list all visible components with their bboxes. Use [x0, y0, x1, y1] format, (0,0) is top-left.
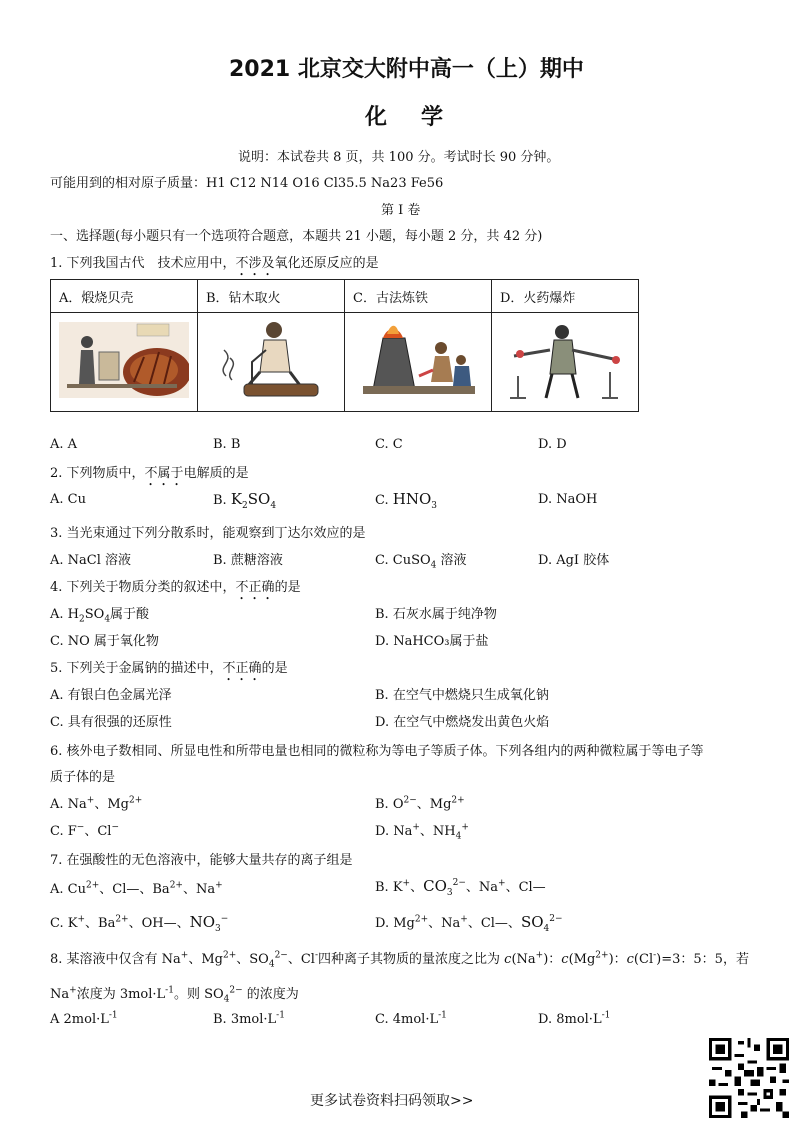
question-1-stem: 1. 下列我国古代 技术应用中，不涉及氧化还原反应的是 [50, 256, 379, 271]
q7-option-d: D. $Mg^{2+}$、Na+、Cl—、$SO_4^{2-}$ [375, 913, 563, 934]
q5-option-d: D. 在空气中燃烧发出黄色火焰 [375, 715, 550, 730]
subject-title: 化学 [365, 105, 478, 130]
q6-option-c: C. F−、Cl− [50, 822, 119, 839]
q7-option-c: C. K+、$Ba^{2+}$、OH—、$NO_3^-$ [50, 913, 229, 934]
question-8-stem-line1: 8. 某溶液中仅含有 Na+、$Mg^{2+}$、$SO_4^{2-}$、Cl-四种离子其物质的量浓度之比为 c(Na+)：$c(Mg^{2+})$：c(Cl-)=3：5：5，若 [50, 950, 749, 970]
q2-option-c: C. $HNO_3$ [375, 490, 438, 511]
q8-option-a: A $2mol\cdot L^{-1}$ [50, 1010, 118, 1027]
firework-illustration [492, 313, 639, 412]
q4-option-d: D. NaHCO₃属于盐 [375, 634, 489, 649]
question-1-table [50, 279, 639, 412]
q5-option-c: C. 具有很强的还原性 [50, 715, 172, 730]
table-cell-b: B．钻木取火 [198, 280, 345, 313]
question-5-stem: 5. 下列关于金属钠的描述中，不正确的是 [50, 661, 288, 676]
q4-option-b: B. 石灰水属于纯净物 [375, 607, 497, 622]
q3-option-a: A. NaCl 溶液 [50, 553, 132, 568]
footer-promo[interactable]: 更多试卷资料扫码领取>> [310, 1093, 474, 1109]
q1-option-b: B. B [213, 437, 241, 452]
section-heading: 一、选择题(每小题只有一个选项符合题意，本题共 21 小题，每小题 2 分，共 42 分) [50, 229, 543, 244]
exam-title: 2021 北京交大附中高一（上）期中 [229, 57, 584, 82]
q4-option-c: C. NO 属于氧化物 [50, 634, 159, 649]
q7-option-a: A. $Cu^{2+}$、Cl—、$Ba^{2+}$、Na+ [50, 880, 223, 897]
question-3-stem: 3. 当光束通过下列分散系时，能观察到丁达尔效应的是 [50, 526, 366, 541]
question-4-stem: 4. 下列关于物质分类的叙述中，不正确的是 [50, 580, 301, 595]
q2-option-b: B. $K_2SO_4$ [213, 490, 277, 511]
exam-note: 说明：本试卷共 8 页，共 100 分。考试时长 90 分钟。 [238, 150, 560, 165]
atomic-mass-line: 可能用到的相对原子质量：H1 C12 N14 O16 Cl35.5 Na23 Fe56 [50, 176, 444, 191]
q5-option-b: B. 在空气中燃烧只生成氧化钠 [375, 688, 549, 703]
question-6-stem-line1: 6. 核外电子数相同、所显电性和所带电量也相同的微粒称为等电子等质子体。下列各组内的两种微粒属于等电子等 [50, 744, 704, 759]
q6-option-a: A. Na+、$Mg^{2+}$ [50, 795, 143, 812]
q3-option-b: B. 蔗糖溶液 [213, 553, 283, 568]
fire-drill-illustration [198, 313, 345, 412]
question-6-stem-line2: 质子体的是 [50, 770, 116, 785]
question-7-stem: 7. 在强酸性的无色溶液中，能够大量共存的离子组是 [50, 853, 353, 868]
furnace-illustration [345, 313, 492, 412]
q5-option-a: A. 有银白色金属光泽 [50, 688, 172, 703]
q1-option-d: D. D [538, 437, 567, 452]
q7-option-b: B. K+、$CO_3^{2-}$、Na+、Cl— [375, 877, 546, 898]
q2-option-d: D. NaOH [538, 492, 598, 507]
q6-option-d: D. Na+、$NH_4^+$ [375, 822, 469, 842]
q2-option-a: A. Cu [50, 492, 86, 507]
volume-label: 第 I 卷 [381, 203, 421, 218]
q6-option-b: B. $O^{2-}$、$Mg^{2+}$ [375, 795, 465, 812]
question-2-stem: 2. 下列物质中，不属于电解质的是 [50, 466, 249, 481]
table-cell-d: D．火药爆炸 [492, 280, 639, 313]
q3-option-d: D. AgI 胶体 [538, 553, 610, 568]
kiln-illustration [51, 313, 198, 412]
q8-option-d: D. $8mol\cdot L^{-1}$ [538, 1010, 611, 1027]
q8-option-b: B. $3mol\cdot L^{-1}$ [213, 1010, 285, 1027]
table-cell-a: A．煅烧贝壳 [51, 280, 198, 313]
qr-code-icon[interactable] [709, 1038, 789, 1118]
table-cell-c: C．古法炼铁 [345, 280, 492, 313]
question-8-stem-line2: Na+浓度为 $3mol\cdot L^{-1}$。则 $SO_4^{2-}$ 的浓度为 [50, 985, 299, 1005]
q1-option-a: A. A [50, 437, 78, 452]
q8-option-c: C. $4mol\cdot L^{-1}$ [375, 1010, 447, 1027]
q4-option-a: A. $H_2SO_4$属于酸 [50, 607, 150, 625]
q3-option-c: C. CuSO$_4$ 溶液 [375, 553, 467, 571]
q1-option-c: C. C [375, 437, 403, 452]
